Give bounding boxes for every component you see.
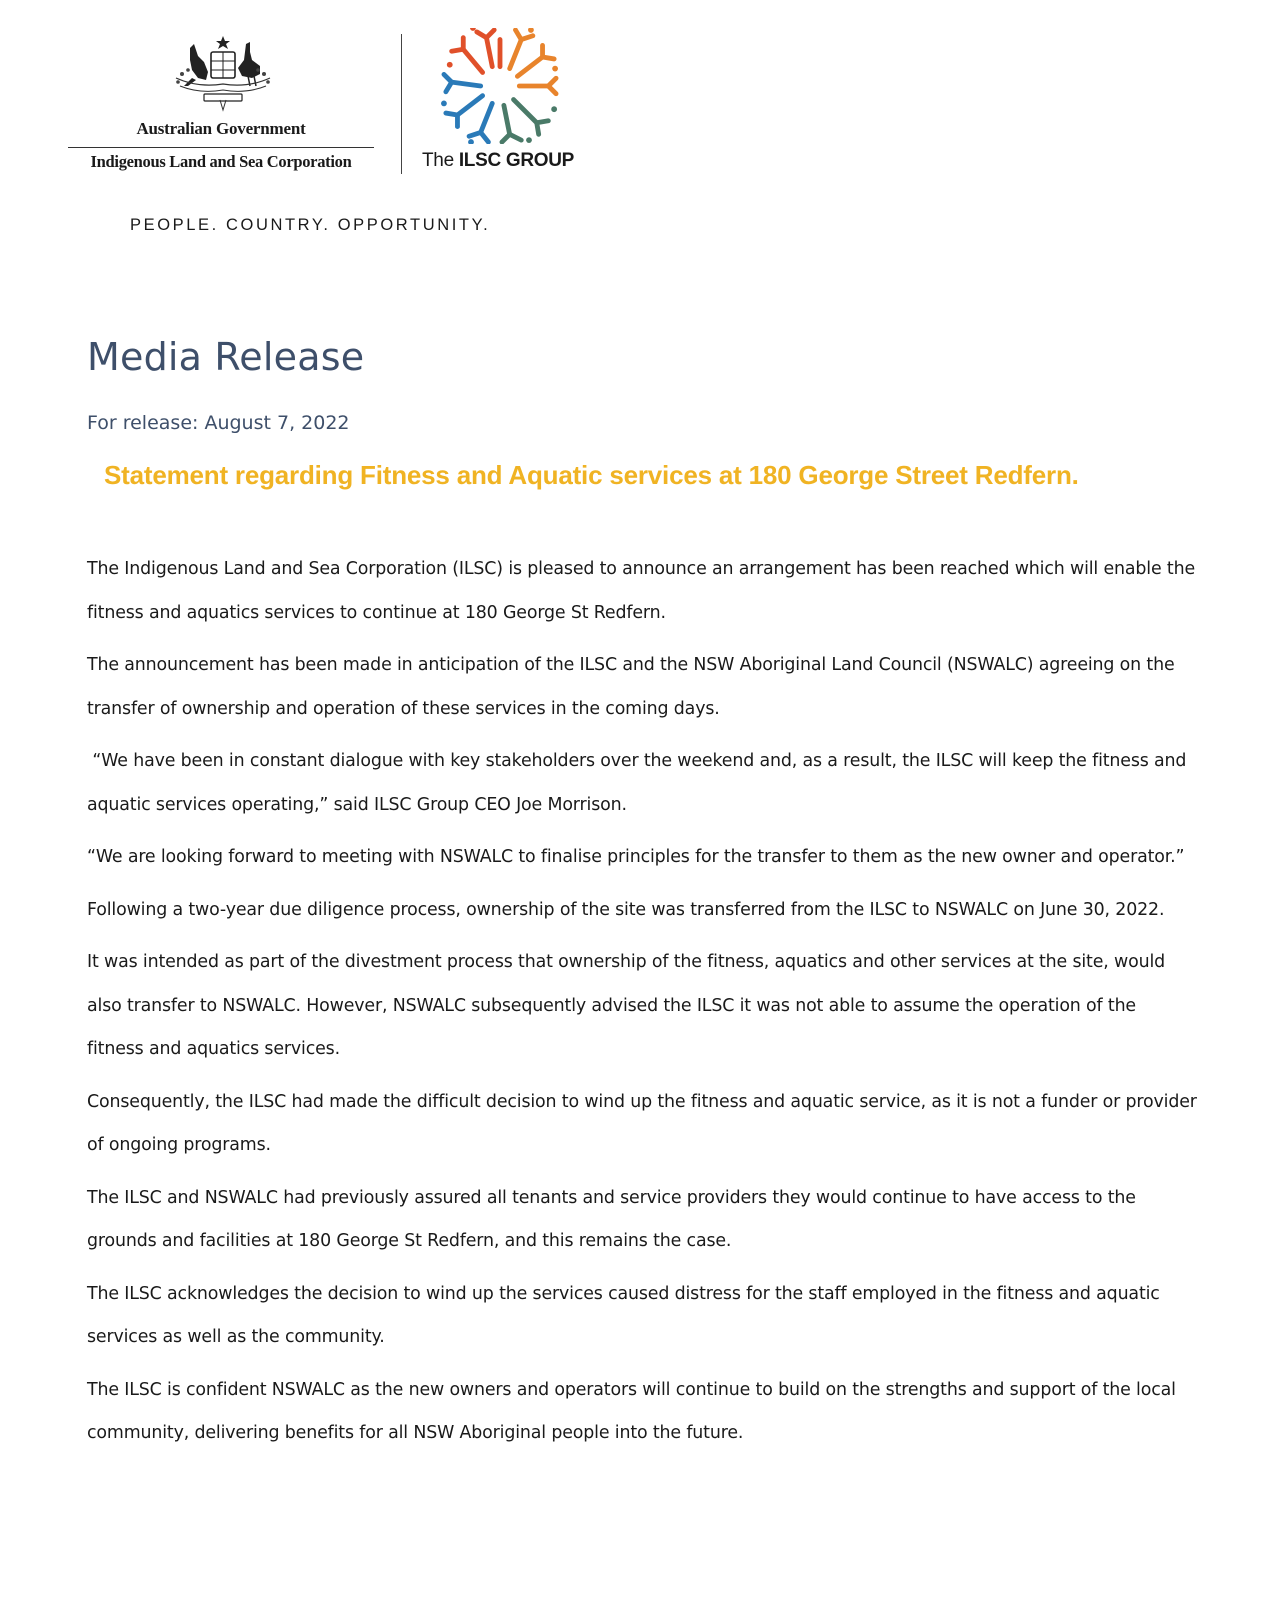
- paragraph: The ILSC is confident NSWALC as the new owners and operators will continue to build on the strengths and support of the local community, delivering benefits for all NSW Aboriginal people into the future.: [87, 1379, 1176, 1443]
- wordmark-prefix: The: [422, 150, 454, 171]
- page-title: Media Release: [87, 335, 365, 379]
- release-date: For release: August 7, 2022: [87, 412, 350, 434]
- australian-government-label: Australian Government: [136, 119, 306, 138]
- letterhead: [0, 0, 1280, 260]
- paragraph: The ILSC and NSWALC had previously assured all tenants and service providers they would continue to have access to the grounds and facilities at 180 George St Redfern, and this remains the case.: [87, 1187, 1136, 1251]
- paragraph: The announcement has been made in anticipation of the ILSC and the NSW Aboriginal Land Council (NSWALC) agreeing on the transfer of ownership and operation of these services in the coming days.: [87, 655, 1175, 719]
- divider-rule: [68, 147, 374, 148]
- paragraph: It was intended as part of the divestment process that ownership of the fitness, aquatics and other services at the site, would also transfer to NSWALC. However, NSWALC subsequently advised the ILSC it was not able to assume the operation of the fitness and aquatics services.: [87, 952, 1166, 1059]
- statement-heading: Statement regarding Fitness and Aquatic services at 180 George Street Redfern.: [104, 460, 1079, 490]
- tagline: PEOPLE. COUNTRY. OPPORTUNITY.: [130, 216, 491, 234]
- ilsc-corporation-label: Indigenous Land and Sea Corporation: [90, 152, 352, 171]
- paragraph: Consequently, the ILSC had made the difficult decision to wind up the fitness and aquatic service, as it is not a funder or provider of ongoing programs.: [87, 1091, 1197, 1155]
- paragraph: The ILSC acknowledges the decision to wind up the services caused distress for the staff employed in the fitness and aquatic services as well as the community.: [87, 1283, 1160, 1347]
- ilsc-group-wordmark: [422, 150, 574, 172]
- wordmark-name: ILSC GROUP: [458, 150, 575, 171]
- paragraph: Following a two-year due diligence process, ownership of the site was transferred from the ILSC to NSWALC on June 30, 2022.: [87, 899, 1165, 920]
- paragraph: “We are looking forward to meeting with NSWALC to finalise principles for the transfer to them as the new owner and operator.”: [87, 847, 1185, 867]
- paragraph: “We have been in constant dialogue with key stakeholders over the weekend and, as a result, the ILSC will keep the fitness and aquatic services operating,” said ILSC Group CEO Joe Morrison.: [87, 751, 1192, 815]
- article-body: [87, 548, 1197, 1465]
- ilsc-group-logo-icon: [441, 28, 559, 144]
- logo-divider: [401, 34, 402, 174]
- paragraph: The Indigenous Land and Sea Corporation (ILSC) is pleased to announce an arrangement has been reached which will enable the fitness and aquatics services to continue at 180 George St Redfern.: [87, 559, 1196, 623]
- coat-of-arms-icon: [168, 34, 278, 118]
